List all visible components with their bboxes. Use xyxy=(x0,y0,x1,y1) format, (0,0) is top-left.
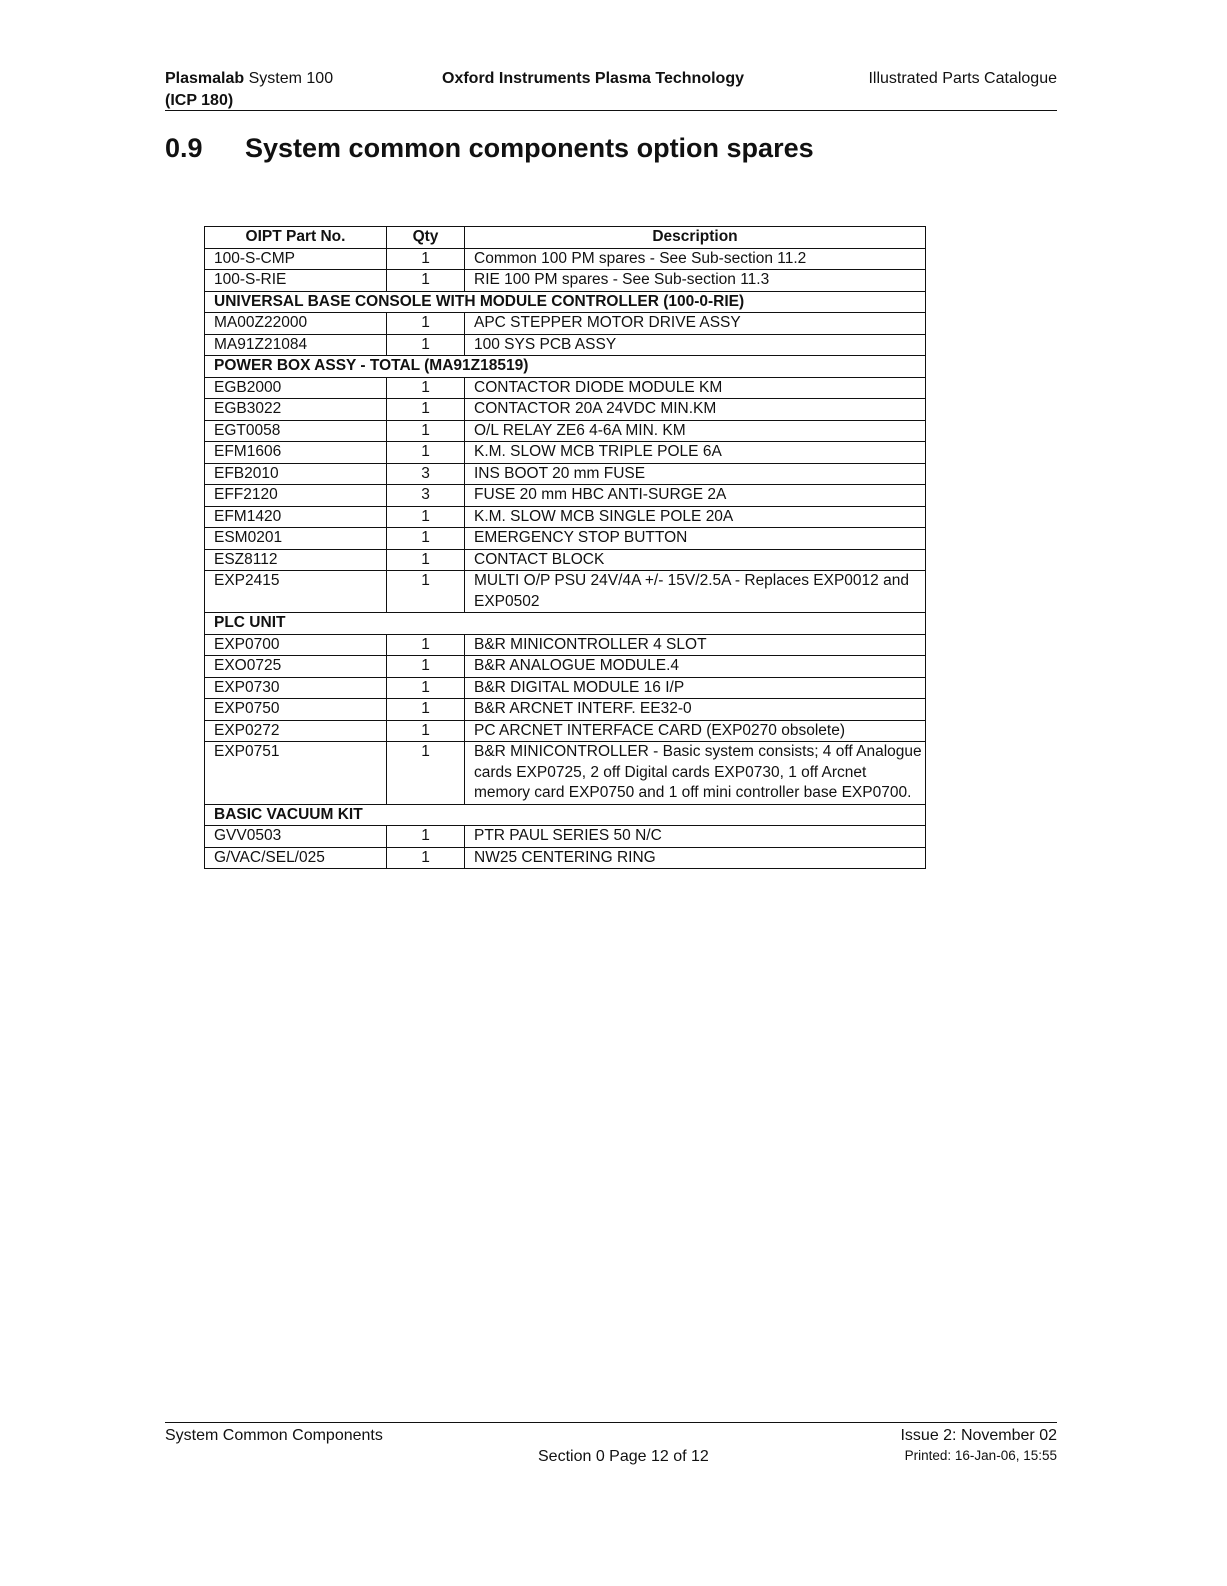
table-row xyxy=(205,248,926,270)
part-number-cell: ESM0201 xyxy=(205,528,387,550)
quantity-cell: 3 xyxy=(387,485,465,507)
quantity-cell: 1 xyxy=(387,442,465,464)
table-row xyxy=(205,399,926,421)
column-header-qty: Qty xyxy=(387,227,465,249)
description-cell: MULTI O/P PSU 24V/4A +/- 15V/2.5A - Replaces EXP0012 and EXP0502 xyxy=(465,571,926,613)
section-title: System common components option spares xyxy=(245,133,814,163)
header-divider xyxy=(165,110,1057,111)
part-number-cell: EGB2000 xyxy=(205,377,387,399)
table-row xyxy=(205,463,926,485)
description-cell: B&R DIGITAL MODULE 16 I/P xyxy=(465,677,926,699)
part-number-cell: ESZ8112 xyxy=(205,549,387,571)
part-number-cell: EXP0730 xyxy=(205,677,387,699)
description-cell: NW25 CENTERING RING xyxy=(465,847,926,869)
quantity-cell: 1 xyxy=(387,248,465,270)
part-number-cell: EGB3022 xyxy=(205,399,387,421)
quantity-cell: 1 xyxy=(387,677,465,699)
table-row xyxy=(205,677,926,699)
section-heading xyxy=(165,130,814,166)
table-row xyxy=(205,720,926,742)
table-section-row xyxy=(205,356,926,378)
quantity-cell: 1 xyxy=(387,334,465,356)
quantity-cell: 1 xyxy=(387,528,465,550)
section-number: 0.9 xyxy=(165,133,203,163)
table-row xyxy=(205,656,926,678)
table-row xyxy=(205,420,926,442)
part-number-cell: EXP0272 xyxy=(205,720,387,742)
section-label: POWER BOX ASSY - TOTAL (MA91Z18519) xyxy=(205,356,926,378)
parts-table-body xyxy=(205,248,926,869)
document-type: Illustrated Parts Catalogue xyxy=(868,70,1057,87)
quantity-cell: 1 xyxy=(387,313,465,335)
company-name: Oxford Instruments Plasma Technology xyxy=(442,70,744,87)
description-cell: Common 100 PM spares - See Sub-section 11.2 xyxy=(465,248,926,270)
quantity-cell: 1 xyxy=(387,399,465,421)
part-number-cell: G/VAC/SEL/025 xyxy=(205,847,387,869)
quantity-cell: 1 xyxy=(387,634,465,656)
part-number-cell: EFM1420 xyxy=(205,506,387,528)
section-label: UNIVERSAL BASE CONSOLE WITH MODULE CONTROLLER (100-0-RIE) xyxy=(205,291,926,313)
table-section-row xyxy=(205,804,926,826)
description-cell: CONTACTOR DIODE MODULE KM xyxy=(465,377,926,399)
quantity-cell: 1 xyxy=(387,270,465,292)
section-label: PLC UNIT xyxy=(205,613,926,635)
quantity-cell: 1 xyxy=(387,699,465,721)
description-cell: PTR PAUL SERIES 50 N/C xyxy=(465,826,926,848)
description-cell: B&R ANALOGUE MODULE.4 xyxy=(465,656,926,678)
table-row xyxy=(205,442,926,464)
table-row xyxy=(205,528,926,550)
table-section-row xyxy=(205,291,926,313)
quantity-cell: 1 xyxy=(387,826,465,848)
table-row xyxy=(205,313,926,335)
quantity-cell: 1 xyxy=(387,656,465,678)
table-row xyxy=(205,377,926,399)
part-number-cell: 100-S-CMP xyxy=(205,248,387,270)
column-header-description: Description xyxy=(465,227,926,249)
quantity-cell: 3 xyxy=(387,463,465,485)
description-cell: K.M. SLOW MCB TRIPLE POLE 6A xyxy=(465,442,926,464)
part-number-cell: EXO0725 xyxy=(205,656,387,678)
part-number-cell: EXP0700 xyxy=(205,634,387,656)
part-number-cell: MA00Z22000 xyxy=(205,313,387,335)
description-cell: B&R MINICONTROLLER - Basic system consists; 4 off Analogue cards EXP0725, 2 off Digital cards EXP0730, 1 off Arcnet memory card EXP0750 and 1 off mini controller base EXP0700. xyxy=(465,742,926,805)
table-row xyxy=(205,847,926,869)
part-number-cell: EXP0750 xyxy=(205,699,387,721)
table-row xyxy=(205,634,926,656)
part-number-cell: EXP2415 xyxy=(205,571,387,613)
column-header-part: OIPT Part No. xyxy=(205,227,387,249)
description-cell: EMERGENCY STOP BUTTON xyxy=(465,528,926,550)
product-model: (ICP 180) xyxy=(165,92,234,109)
table-row xyxy=(205,571,926,613)
footer-page-number: Section 0 Page 12 of 12 xyxy=(538,1448,709,1465)
part-number-cell: EXP0751 xyxy=(205,742,387,805)
product-name-rest: System 100 xyxy=(244,70,334,87)
description-cell: CONTACTOR 20A 24VDC MIN.KM xyxy=(465,399,926,421)
part-number-cell: EFB2010 xyxy=(205,463,387,485)
footer-printed-date: Printed: 16-Jan-06, 15:55 xyxy=(904,1448,1057,1463)
table-section-row xyxy=(205,613,926,635)
footer-chapter: System Common Components xyxy=(165,1427,383,1444)
description-cell: O/L RELAY ZE6 4-6A MIN. KM xyxy=(465,420,926,442)
part-number-cell: EGT0058 xyxy=(205,420,387,442)
table-row xyxy=(205,334,926,356)
quantity-cell: 1 xyxy=(387,506,465,528)
description-cell: B&R ARCNET INTERF. EE32-0 xyxy=(465,699,926,721)
part-number-cell: GVV0503 xyxy=(205,826,387,848)
description-cell: APC STEPPER MOTOR DRIVE ASSY xyxy=(465,313,926,335)
table-row xyxy=(205,506,926,528)
quantity-cell: 1 xyxy=(387,720,465,742)
product-name-bold: Plasmalab xyxy=(165,70,245,87)
footer-divider xyxy=(165,1422,1057,1423)
quantity-cell: 1 xyxy=(387,571,465,613)
part-number-cell: MA91Z21084 xyxy=(205,334,387,356)
quantity-cell: 1 xyxy=(387,847,465,869)
table-row xyxy=(205,485,926,507)
quantity-cell: 1 xyxy=(387,549,465,571)
table-row xyxy=(205,270,926,292)
table-row xyxy=(205,826,926,848)
quantity-cell: 1 xyxy=(387,420,465,442)
parts-table xyxy=(204,226,926,869)
footer-issue: Issue 2: November 02 xyxy=(900,1427,1057,1444)
page-header xyxy=(165,68,1057,112)
description-cell: B&R MINICONTROLLER 4 SLOT xyxy=(465,634,926,656)
description-cell: FUSE 20 mm HBC ANTI-SURGE 2A xyxy=(465,485,926,507)
part-number-cell: EFF2120 xyxy=(205,485,387,507)
quantity-cell: 1 xyxy=(387,377,465,399)
table-row xyxy=(205,742,926,805)
part-number-cell: 100-S-RIE xyxy=(205,270,387,292)
table-row xyxy=(205,549,926,571)
description-cell: RIE 100 PM spares - See Sub-section 11.3 xyxy=(465,270,926,292)
part-number-cell: EFM1606 xyxy=(205,442,387,464)
quantity-cell: 1 xyxy=(387,742,465,805)
description-cell: 100 SYS PCB ASSY xyxy=(465,334,926,356)
table-header-row xyxy=(205,227,926,249)
table-row xyxy=(205,699,926,721)
description-cell: PC ARCNET INTERFACE CARD (EXP0270 obsolete) xyxy=(465,720,926,742)
description-cell: K.M. SLOW MCB SINGLE POLE 20A xyxy=(465,506,926,528)
section-label: BASIC VACUUM KIT xyxy=(205,804,926,826)
product-name xyxy=(165,68,333,112)
description-cell: CONTACT BLOCK xyxy=(465,549,926,571)
description-cell: INS BOOT 20 mm FUSE xyxy=(465,463,926,485)
